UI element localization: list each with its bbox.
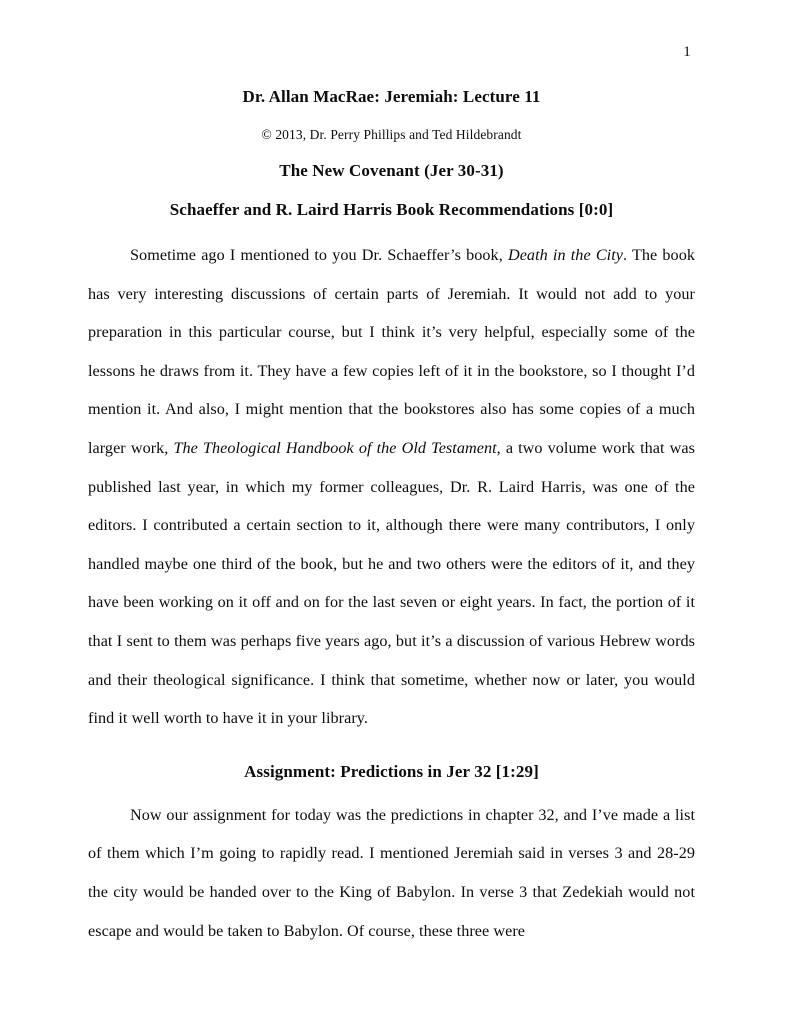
document-subtitle: The New Covenant (Jer 30-31) xyxy=(279,161,504,180)
page-number: 1 xyxy=(683,44,691,60)
paragraph-book-recommendations xyxy=(88,236,695,738)
paragraph-assignment xyxy=(88,796,695,950)
book-title-theological-handbook: The Theological Handbook of the Old Testament xyxy=(173,438,497,457)
paragraph-text-assignment: Now our assignment for today was the predictions in chapter 32, and I’ve made a list of them which I’m going to rapidly read. I mentioned Jeremiah said in verses 3 and 28-29 the city would be handed over to the King of Babylon. In verse 3 that Zedekiah would not escape and would be taken to Babylon. Of course, these three were xyxy=(88,805,695,940)
paragraph-text-part-1: Sometime ago I mentioned to you Dr. Schaeffer’s book, xyxy=(130,246,508,264)
book-title-death-in-the-city: Death in the City xyxy=(507,246,623,264)
document-title: Dr. Allan MacRae: Jeremiah: Lecture 11 xyxy=(242,87,541,106)
section-heading-book-recommendations: Schaeffer and R. Laird Harris Book Recommendations [0:0] xyxy=(169,200,614,219)
paragraph-text-part-3: , a two volume work that was published last year, in which my former colleagues, Dr. R. Laird Harris, was one of the editors. I contributed a certain section to it, although there were many contributors, I only handled maybe one third of the book, but he and two others were the editors of it, and they have been working on it off and on for the last seven or eight years. In fact, the portion of it that I sent to them was perhaps five years ago, but it’s a discussion of various Hebrew words and their theological significance. I think that sometime, whether now or later, you would find it well worth to have it in your library. xyxy=(88,438,695,728)
paragraph-text-part-2: . The book has very interesting discussions of certain parts of Jeremiah. It would not add to your preparation in this particular course, but I think it’s very helpful, especially some of the lessons he draws from it. They have a few copies left of it in the bookstore, so I thought I’d mention it. And also, I might mention that the bookstores also has some copies of a much larger work, xyxy=(88,246,695,457)
copyright-line: © 2013, Dr. Perry Phillips and Ted Hildebrandt xyxy=(261,127,522,142)
section-heading-assignment: Assignment: Predictions in Jer 32 [1:29] xyxy=(244,761,539,781)
